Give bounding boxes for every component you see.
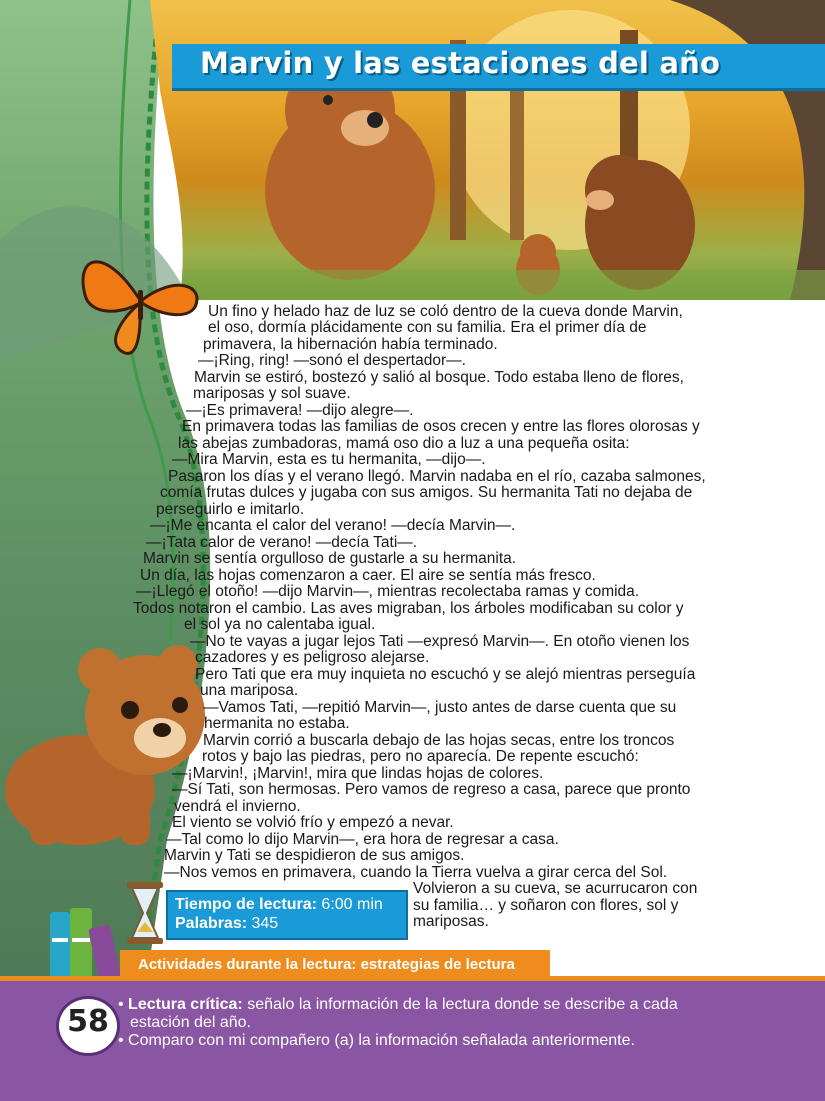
story-line: —¡Ring, ring! —sonó el despertador—. xyxy=(198,352,466,369)
reading-time xyxy=(175,896,383,914)
reading-time-label: Tiempo de lectura: xyxy=(175,896,317,913)
story-line: —¡Tata calor de verano! —decía Tati—. xyxy=(146,534,418,551)
story-line: Marvin se estiró, bostezó y salió al bosque. Todo estaba lleno de flores, xyxy=(194,369,684,386)
story-line: vendrá el invierno. xyxy=(174,798,301,815)
story-line: mariposas y sol suave. xyxy=(193,385,351,402)
word-count xyxy=(175,915,278,933)
story-line: perseguirlo e imitarlo. xyxy=(156,501,305,518)
story-line: Marvin corrió a buscarla debajo de las hojas secas, entre los troncos xyxy=(203,732,675,749)
story-line: —Sí Tati, son hermosas. Pero vamos de regreso a casa, parece que pronto xyxy=(172,781,691,798)
story-line: —Vamos Tati, —repitió Marvin—, justo antes de darse cuenta que su xyxy=(203,699,677,716)
story-line: —¡Me encanta el calor del verano! —decía Marvin—. xyxy=(150,517,516,534)
word-count-value: 345 xyxy=(251,915,279,932)
page-title: Marvin y las estaciones del año xyxy=(200,46,721,80)
story-line: El viento se volvió frío y empezó a nevar. xyxy=(172,814,454,831)
story-line: una mariposa. xyxy=(200,682,299,699)
page-number: 58 xyxy=(67,1004,109,1039)
story-line: En primavera todas las familias de osos crecen y entre las flores olorosas y xyxy=(182,418,700,435)
story-line: Pero Tati que era muy inquieta no escuchó y se alejó mientras perseguía xyxy=(195,666,696,683)
story-line: Un día, las hojas comenzaron a caer. El aire se sentía más fresco. xyxy=(140,567,596,584)
story-line: rotos y bajo las piedras, pero no aparecía. De repente escuchó: xyxy=(202,748,639,765)
butterfly-icon xyxy=(75,245,205,360)
hourglass-icon xyxy=(125,882,165,944)
story-line: Volvieron a su cueva, se acurrucaron con xyxy=(413,880,698,897)
activity-item: • Comparo con mi compañero (a) la información señalada anteriormente. xyxy=(118,1032,635,1049)
story-line: mariposas. xyxy=(413,913,489,930)
story-line: —No te vayas a jugar lejos Tati —expresó Marvin—. En otoño vienen los xyxy=(190,633,690,650)
story-line: su familia… y soñaron con flores, sol y xyxy=(413,897,679,914)
story-line: —¡Marvin!, ¡Marvin!, mira que lindas hojas de colores. xyxy=(172,765,544,782)
story-line: el sol ya no calentaba igual. xyxy=(184,616,376,633)
story-line: —Tal como lo dijo Marvin—, era hora de regresar a casa. xyxy=(166,831,559,848)
story-line: comía frutas dulces y jugaba con sus amigos. Su hermanita Tati no dejaba de xyxy=(160,484,693,501)
story-line: primavera, la hibernación había terminado. xyxy=(203,336,498,353)
reading-time-value: 6:00 min xyxy=(321,896,383,913)
activity-text: Comparo con mi compañero (a) la información señalada anteriormente. xyxy=(128,1032,635,1049)
story-line: —¡Llegó el otoño! —dijo Marvin—, mientras recolectaba ramas y comida. xyxy=(136,583,640,600)
story-line: cazadores y es peligroso alejarse. xyxy=(195,649,430,666)
story-line: el oso, dormía plácidamente con su familia. Era el primer día de xyxy=(208,319,647,336)
story-line: —¡Es primavera! —dijo alegre—. xyxy=(186,402,414,419)
story-line: Pasaron los días y el verano llegó. Marvin nadaba en el río, cazaba salmones, xyxy=(168,468,706,485)
story-line: Todos notaron el cambio. Las aves migraban, los árboles modificaban su color y xyxy=(133,600,684,617)
story-line: Marvin y Tati se despidieron de sus amigos. xyxy=(164,847,465,864)
reading-info-box xyxy=(166,890,408,940)
activity-label: Lectura crítica: xyxy=(128,996,243,1013)
story-line: Marvin se sentía orgulloso de gustarle a su hermanita. xyxy=(143,550,517,567)
story-line: —Mira Marvin, esta es tu hermanita, —dijo—. xyxy=(172,451,486,468)
story-line: —Nos vemos en primavera, cuando la Tierra vuelva a girar cerca del Sol. xyxy=(164,864,668,881)
activities-title: Actividades durante la lectura: estrategias de lectura xyxy=(138,956,515,973)
story-line: las abejas zumbadoras, mamá oso dio a luz a una pequeña osita: xyxy=(178,435,630,452)
story-line: hermanita no estaba. xyxy=(204,715,350,732)
word-count-label: Palabras: xyxy=(175,915,248,932)
story-line: Un fino y helado haz de luz se coló dentro de la cueva donde Marvin, xyxy=(208,303,683,320)
activity-text: señalo la información de la lectura donde se describe a cada xyxy=(247,996,678,1013)
books-icon xyxy=(48,908,128,986)
activity-item: • Lectura crítica: señalo la información de la lectura donde se describe a cada xyxy=(118,996,678,1013)
activity-item-continued: estación del año. xyxy=(130,1014,251,1031)
